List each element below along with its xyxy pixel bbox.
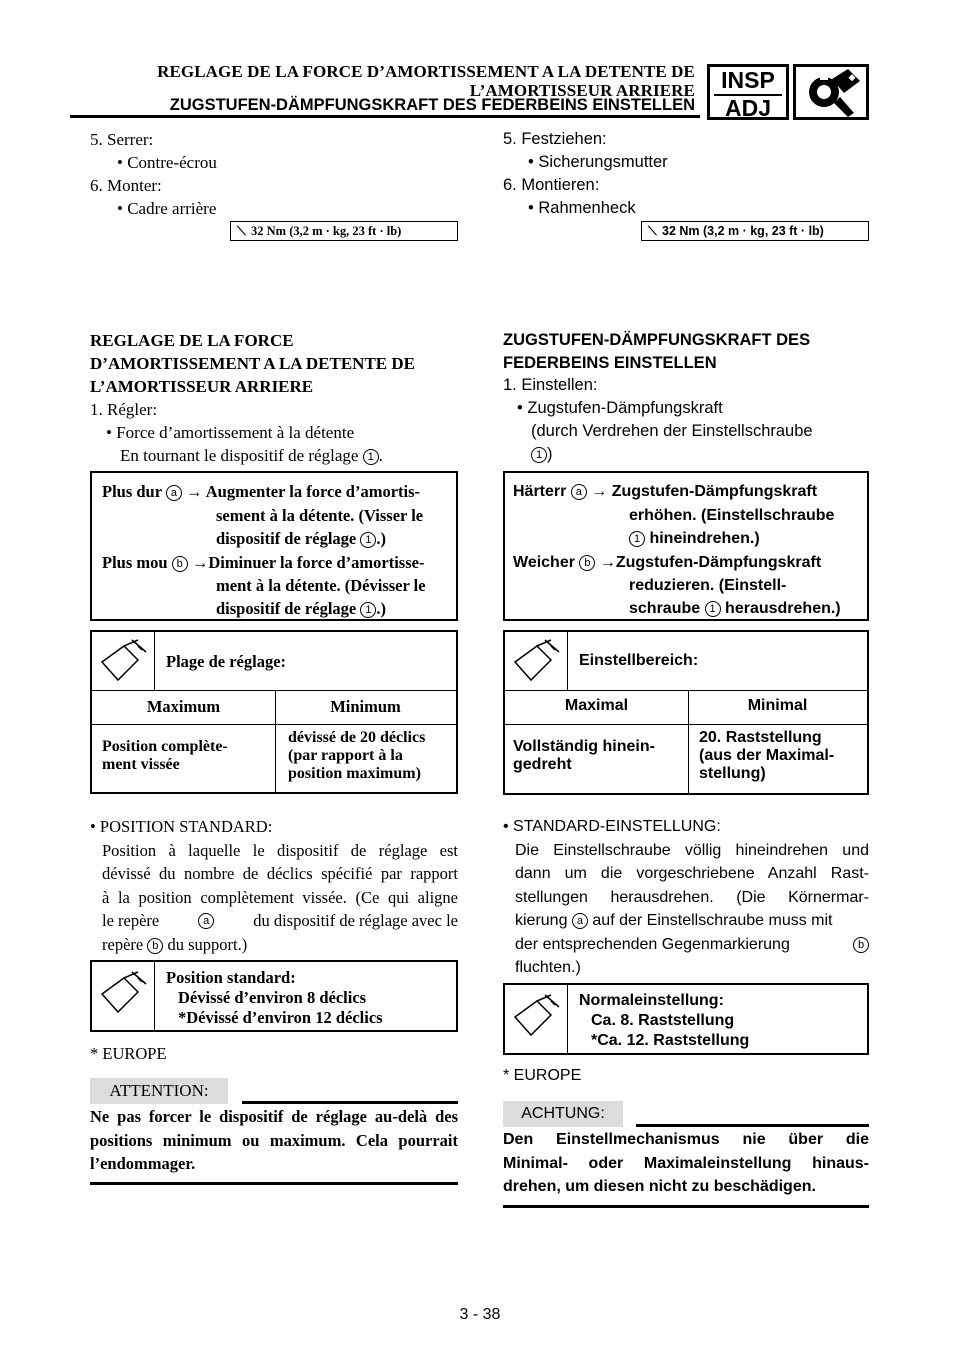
fr-step6: 6. Monter: — [90, 176, 162, 195]
de-softer-desc-3b: herausdrehen.) — [725, 600, 841, 617]
fr-europe-note: * EUROPE — [90, 1044, 167, 1063]
de-step5: 5. Festziehen: — [503, 130, 607, 148]
fr-step1-item: • Force d’amortissement à la détente — [106, 423, 355, 442]
fr-range-title: Plage de réglage: — [166, 652, 287, 671]
de-std-box-title: Normaleinstellung: — [579, 992, 724, 1009]
mark-b: b — [853, 937, 869, 953]
de-heading-line-2: FEDERBEINS EINSTELLEN — [503, 354, 717, 372]
de-attention-label: ACHTUNG: — [503, 1101, 623, 1127]
de-harder-label: Härterr — [513, 483, 567, 500]
de-std-line-4b: auf der Einstellschraube muss mit — [592, 912, 833, 929]
fr-max-value-2: ment vissée — [102, 756, 180, 773]
fr-harder-desc-3: dispositif de réglage — [216, 529, 357, 548]
fr-softer-label: Plus mou — [102, 553, 168, 572]
header-rule — [70, 115, 700, 118]
insp-adj-badge — [707, 64, 789, 120]
fr-col-max: Maximum — [146, 697, 221, 716]
fr-step1: 1. Régler: — [90, 400, 158, 419]
fr-attention-rule-top — [242, 1101, 458, 1104]
torque-wrench-icon: ⟍ — [237, 224, 246, 238]
fr-standard-box — [90, 960, 458, 1032]
de-warn-1: Den Einstellmechanismus nie über die — [503, 1131, 869, 1148]
fr-harder-desc-2: sement à la détente. (Visser le — [216, 506, 424, 525]
de-min-value — [699, 729, 834, 783]
fr-heading-line-2: D’AMORTISSEMENT A LA DETENTE DE — [90, 354, 416, 373]
de-standard-paragraph — [503, 815, 869, 980]
insp-label: INSP — [721, 67, 775, 93]
caliper-icon — [98, 638, 150, 684]
fr-min-value-2: (par rapport à la — [288, 747, 403, 764]
direction-mark-a: a — [166, 485, 182, 501]
mark-a: a — [198, 913, 214, 929]
fr-step6-item: • Cadre arrière — [117, 199, 217, 218]
fr-max-value — [102, 738, 228, 774]
fr-warn-1: Ne pas forcer le dispositif de réglage au-delà des — [90, 1107, 458, 1126]
de-std-box-value-1: Ca. 8. Raststellung — [591, 1012, 735, 1029]
de-std-line-1: Die Einstellschraube völlig hineindrehen und — [515, 841, 869, 859]
fr-heading-line-1: REGLAGE DE LA FORCE — [90, 331, 294, 350]
de-step5-item: • Sicherungsmutter — [528, 153, 668, 171]
caliper-icon — [511, 638, 563, 684]
fr-attention-rule-bottom — [90, 1182, 458, 1185]
fr-max-value-1: Position complète- — [102, 738, 228, 755]
adjuster-mark-1: 1 — [363, 449, 379, 465]
de-step1: 1. Einstellen: — [503, 376, 598, 394]
fr-std-line-2: dévissé du nombre de déclics spécifié par rapport — [102, 864, 458, 883]
torque-wrench-icon: ⟍ — [648, 224, 657, 238]
fr-step5: 5. Serrer: — [90, 130, 154, 149]
fr-std-line-1: Position à laquelle le dispositif de réglage est — [102, 840, 458, 860]
de-torque-value: 32 Nm (3,2 m · kg, 23 ft · lb) — [662, 224, 824, 238]
de-col-min: Minimal — [747, 697, 808, 714]
de-std-line-4a: kierung — [515, 912, 568, 929]
fr-section-heading — [90, 329, 458, 398]
fr-step5-item: • Contre-écrou — [117, 153, 217, 172]
adjuster-mark-1: 1 — [360, 532, 376, 548]
fr-standard-paragraph — [90, 815, 458, 956]
direction-mark-a: a — [571, 484, 587, 500]
wrench-badge — [793, 64, 869, 120]
de-min-value-3: stellung) — [699, 765, 766, 782]
de-harder-desc-2: erhöhen. (Einstellschraube — [629, 507, 835, 524]
adjuster-mark-1: 1 — [705, 601, 721, 617]
fr-step1-sub: En tournant le dispositif de réglage — [120, 446, 359, 465]
de-range-title: Einstellbereich: — [579, 652, 699, 669]
de-step6-item: • Rahmenheck — [528, 199, 636, 217]
de-range-table — [503, 630, 869, 795]
fr-min-value-3: position maximum) — [288, 765, 421, 782]
page-number: 3 - 38 — [459, 1306, 501, 1323]
direction-mark-b: b — [172, 556, 188, 572]
fr-harder-label: Plus dur — [102, 482, 162, 501]
fr-torque-value: 32 Nm (3,2 m · kg, 23 ft · lb) — [251, 224, 402, 238]
de-step1-item: • Zugstufen-Dämpfungskraft — [517, 399, 723, 417]
header-title-fr-2: L’AMORTISSEUR ARRIERE — [469, 81, 695, 100]
wrench-icon — [796, 67, 866, 117]
de-max-value-1: Vollständig hinein- — [513, 738, 655, 755]
fr-attention-text — [90, 1105, 458, 1176]
fr-softer-desc-2: ment à la détente. (Dévisser le — [216, 576, 426, 595]
fr-std-box-value-2: *Dévissé d’environ 12 déclics — [178, 1008, 383, 1027]
fr-softer-desc: →Diminuer la force d’amortisse- — [191, 553, 425, 572]
de-attention-rule-bottom — [503, 1205, 869, 1208]
fr-std-box-title: Position standard: — [166, 968, 296, 987]
de-std-box-value-2: *Ca. 12. Raststellung — [591, 1032, 750, 1049]
caliper-icon — [511, 993, 563, 1039]
de-std-line-6: fluchten.) — [515, 959, 581, 976]
de-softer-desc: →Zugstufen-Dämpfungskraft — [599, 554, 822, 571]
de-step6: 6. Montieren: — [503, 176, 600, 194]
de-std-title: • STANDARD-EINSTELLUNG: — [503, 818, 721, 835]
de-harder-desc-3: hineindrehen.) — [649, 530, 760, 547]
fr-min-value — [288, 729, 425, 783]
de-col-max: Maximal — [564, 697, 629, 714]
de-max-value-2: gedreht — [513, 756, 572, 773]
fr-min-value-1: dévissé de 20 déclics — [288, 729, 426, 746]
fr-warn-2: positions minimum ou maximum. Cela pourrait — [90, 1130, 458, 1150]
fr-std-line-5a: repère — [102, 934, 144, 954]
de-adjust-box — [503, 471, 869, 621]
de-step1-sub: (durch Verdrehen der Einstellschraube — [531, 422, 813, 440]
de-max-value — [513, 738, 655, 774]
fr-harder-desc: → Augmenter la force d’amortis- — [186, 482, 421, 501]
fr-range-table — [90, 630, 458, 794]
adj-label: ADJ — [724, 95, 771, 121]
de-europe-note: * EUROPE — [503, 1067, 582, 1084]
de-min-value-2: (aus der Maximal- — [699, 747, 835, 764]
de-std-line-3: stellungen herausdrehen. (Die Körnermar- — [515, 888, 869, 906]
mark-a: a — [572, 913, 588, 929]
fr-std-line-5b: du support.) — [167, 934, 248, 954]
fr-std-line-4b: du dispositif de réglage avec le — [253, 911, 458, 930]
de-harder-desc: → Zugstufen-Dämpfungskraft — [591, 483, 818, 500]
fr-std-line-3: à la position complètement vissée. (Ce qui aligne — [102, 887, 458, 907]
fr-attention-label: ATTENTION: — [90, 1078, 228, 1104]
fr-warn-3: l’endommager. — [90, 1154, 196, 1173]
de-softer-desc-2: reduzieren. (Einstell- — [629, 577, 787, 594]
fr-std-title: • POSITION STANDARD: — [90, 817, 273, 836]
direction-mark-b: b — [579, 555, 595, 571]
fr-softer-desc-3: dispositif de réglage — [216, 599, 357, 618]
de-softer-label: Weicher — [513, 554, 575, 571]
caliper-icon — [98, 970, 150, 1016]
fr-heading-line-3: L’AMORTISSEUR ARRIERE — [90, 377, 314, 396]
de-section-heading — [503, 329, 869, 375]
de-attention-rule-top — [636, 1124, 869, 1127]
de-standard-box — [503, 983, 869, 1055]
de-heading-line-1: ZUGSTUFEN-DÄMPFUNGSKRAFT DES — [503, 331, 811, 349]
de-torque-spec — [641, 221, 869, 241]
adjuster-mark-1: 1 — [531, 447, 547, 463]
fr-std-line-4a: le repère — [102, 911, 160, 930]
de-attention-text — [503, 1128, 869, 1199]
header-title-de: ZUGSTUFEN-DÄMPFUNGSKRAFT DES FEDERBEINS EINSTELLEN — [169, 96, 695, 114]
de-warn-3: drehen, um diesen nicht zu beschädigen. — [503, 1178, 816, 1195]
de-std-line-5: der entsprechenden Gegenmarkierung — [515, 935, 790, 953]
de-std-line-2: dann um die vorgeschriebene Anzahl Rast- — [515, 865, 869, 882]
de-softer-desc-3a: schraube — [629, 600, 701, 617]
fr-torque-spec — [230, 221, 458, 241]
fr-col-min: Minimum — [330, 697, 401, 716]
fr-adjust-box: Plus dur a → Augmenter la force d’amortis- sement à la détente. (Visser le dispositif de réglage 1 .) Plus mou b →Diminuer la force d’amortisse- ment à la détente. (Dévisser le dispositif de réglage 1 .) — [90, 471, 458, 621]
header-title-fr-1: REGLAGE DE LA FORCE D’AMORTISSEMENT A LA DETENTE DE — [157, 62, 695, 81]
adjuster-mark-1: 1 — [360, 602, 376, 618]
fr-std-box-value-1: Dévissé d’environ 8 déclics — [178, 988, 367, 1007]
mark-b: b — [147, 938, 163, 954]
adjuster-mark-1: 1 — [629, 531, 645, 547]
de-warn-2: Minimal- oder Maximaleinstellung hinaus- — [503, 1154, 869, 1172]
de-min-value-1: 20. Raststellung — [699, 729, 822, 746]
